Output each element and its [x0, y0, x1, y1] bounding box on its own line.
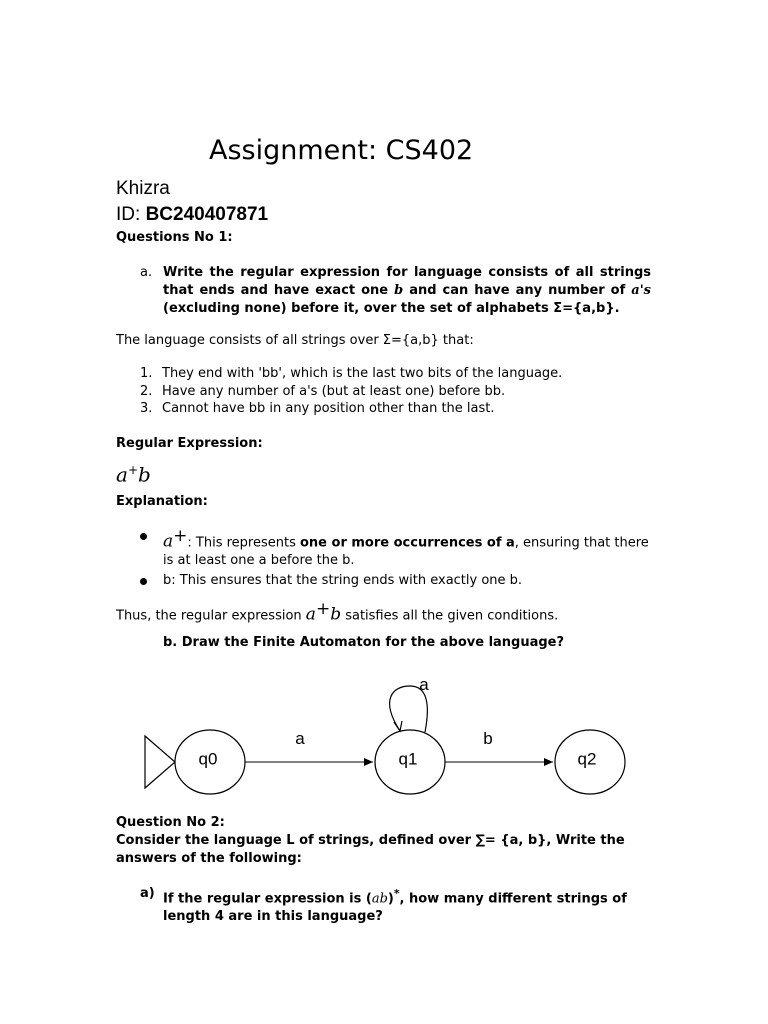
student-name: Khizra: [116, 178, 170, 199]
regex-heading: Regular Expression:: [116, 436, 263, 451]
transition-q0-q1-label: a: [295, 729, 305, 748]
list-number: 3.: [140, 401, 153, 416]
list-item: [140, 383, 562, 401]
bullet-bold-text: one or more occurrences of a: [299, 535, 515, 551]
bullet-symbol: a: [163, 531, 174, 552]
conclusion-tail: b: [330, 604, 342, 625]
list-text: Cannot have bb in any position other than the last.: [162, 401, 495, 416]
state-q1-label: q1: [398, 749, 418, 769]
state-q2-label: q2: [577, 749, 597, 769]
question-1a-label: a.: [140, 265, 153, 280]
question-2a-text: [163, 885, 651, 926]
question-2: [116, 814, 651, 868]
question-2a-text-part: If the regular expression is (: [163, 891, 372, 907]
regex-tail: b: [138, 462, 151, 487]
list-item: [140, 527, 660, 570]
symbol-as: a's: [631, 283, 652, 298]
question-2-heading: Question No 2:: [116, 815, 225, 830]
regex-sup: +: [127, 463, 138, 477]
conclusion-text: Thus, the regular expression: [116, 608, 306, 624]
student-id: [116, 203, 268, 227]
question-2a-label: a): [140, 886, 155, 901]
conclusion-text: satisfies all the given conditions.: [341, 608, 559, 624]
conclusion: [116, 598, 558, 627]
explanation-list: [140, 527, 660, 592]
bullet-text: b: This ensures that the string ends with exactly one b.: [163, 573, 523, 589]
finite-automaton-diagram: [0, 664, 768, 804]
question-1-heading: Questions No 1:: [116, 230, 233, 245]
question-1a: [140, 264, 651, 318]
start-arrow-icon: [145, 736, 175, 788]
bullet-text: : This represents: [187, 535, 300, 551]
conclusion-sup: +: [315, 599, 331, 619]
id-label: ID:: [116, 204, 146, 225]
explanation-heading: Explanation:: [116, 494, 208, 509]
bullet-icon: [140, 578, 147, 585]
language-intro: The language consists of all strings over Σ={a,b} that:: [116, 333, 474, 348]
page-title: Assignment: CS402: [209, 135, 474, 166]
list-number: 2.: [140, 383, 153, 399]
question-1a-text: [163, 264, 651, 318]
list-item: [140, 365, 562, 383]
bullet-sup: +: [173, 526, 188, 546]
question-1a-text-part: and can have any number of: [403, 283, 632, 298]
conclusion-symbol: a: [305, 604, 316, 625]
state-q0-label: q0: [198, 749, 218, 769]
question-2a: [140, 885, 651, 926]
bullet-text: , ensuring that there is at least one a before the b.: [163, 535, 649, 569]
list-text: They end with 'bb', which is the last two bits of the language.: [162, 366, 563, 381]
list-number: 1.: [140, 366, 153, 381]
question-1a-text-part: (excluding none) before it, over the set of alphabets Σ={a,b}.: [163, 301, 620, 316]
question-2a-text-part: , how many different strings of length 4 are in this language?: [163, 891, 627, 925]
question-2-text: Consider the language L of strings, defined over ∑= {a, b}, Write the answers of the following:: [116, 833, 625, 866]
kleene-star: *: [393, 887, 400, 900]
transition-q1-q2-label: b: [483, 729, 493, 748]
self-loop-label: a: [419, 675, 429, 694]
list-item: [140, 400, 562, 418]
expression: ab: [371, 891, 388, 907]
regex-base: a: [116, 462, 128, 487]
symbol-b: b: [394, 283, 404, 298]
conditions-list: [140, 365, 562, 418]
list-text: Have any number of a's (but at least one) before bb.: [162, 383, 506, 399]
bullet-icon: [140, 533, 147, 540]
list-item: [140, 572, 660, 590]
id-value: BC240407871: [145, 204, 269, 225]
regex-formula: [116, 457, 151, 488]
question-2a-text-part: ): [387, 891, 394, 907]
question-1a-text-part: Write the regular expression for language consists of all strings that ends and have exact one: [163, 265, 651, 298]
question-1b: b. Draw the Finite Automaton for the above language?: [163, 635, 565, 650]
